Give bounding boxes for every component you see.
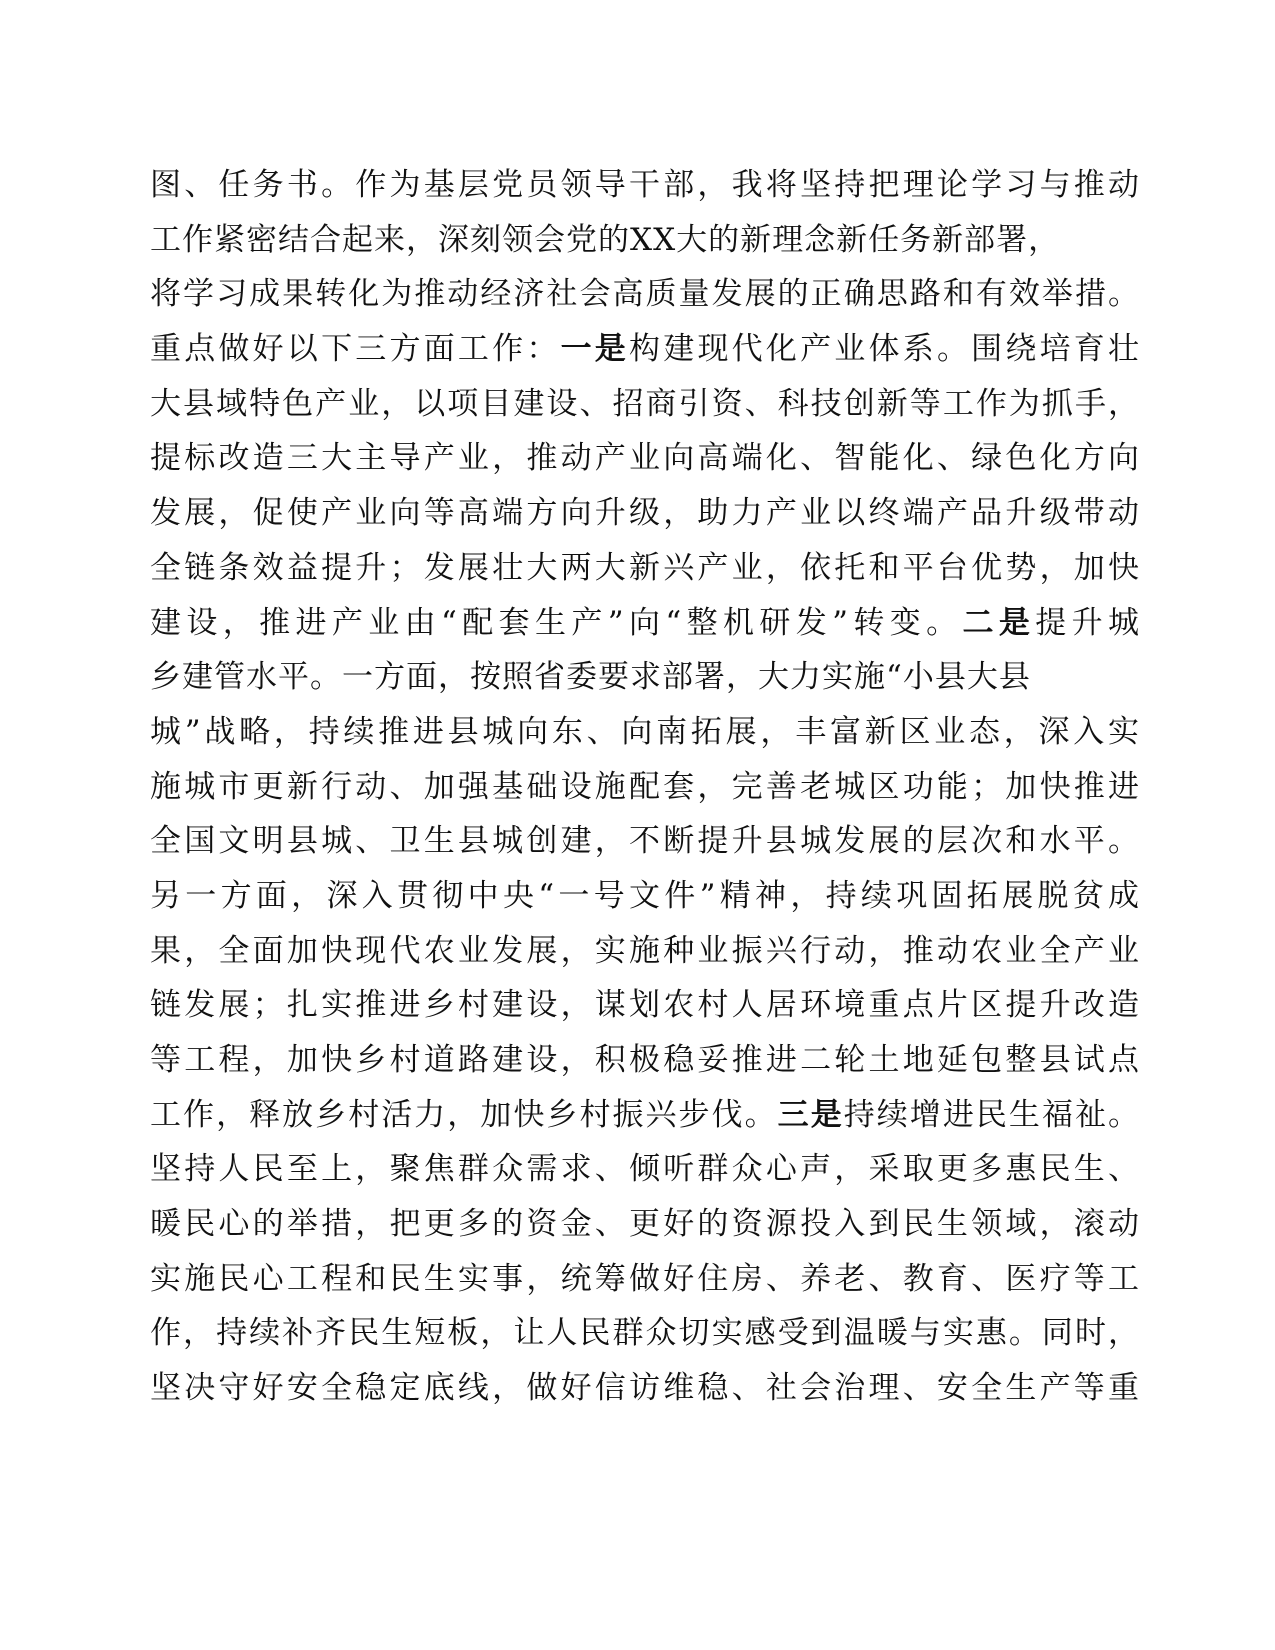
text-segment: 提升城	[1035, 604, 1141, 641]
text-segment: 暖民心的举措，把更多的资金、更好的资源投入到民生领域，滚动	[150, 1206, 1140, 1243]
body-paragraph	[150, 158, 1140, 1416]
text-line	[150, 158, 1140, 213]
text-segment: 果，全面加快现代农业发展，实施种业振兴行动，推动农业全产业	[150, 932, 1140, 969]
text-line	[150, 1361, 1140, 1416]
text-segment: 重点做好以下三方面工作：	[150, 331, 561, 368]
text-line	[150, 924, 1140, 979]
text-line	[150, 431, 1140, 486]
text-segment: 全链条效益提升；发展壮大两大新兴产业，依托和平台优势，加快	[150, 549, 1140, 586]
text-line	[150, 322, 1140, 377]
text-segment: 全国文明县城、卫生县城创建，不断提升县城发展的层次和水平。	[150, 823, 1140, 860]
text-line	[150, 1088, 1140, 1143]
text-segment: 坚持人民至上，聚焦群众需求、倾听群众心声，采取更多惠民生、	[150, 1151, 1140, 1188]
text-segment: 坚决守好安全稳定底线，做好信访维稳、社会治理、安全生产等重	[150, 1370, 1140, 1407]
text-segment: 发展，促使产业向等高端方向升级，助力产业以终端产品升级带动	[150, 495, 1140, 532]
text-line	[150, 596, 1140, 651]
text-segment: 实施民心工程和民生实事，统筹做好住房、养老、教育、医疗等工	[150, 1260, 1140, 1297]
text-line	[150, 760, 1140, 815]
text-segment: 建设，推进产业由“配套生产”向“整机研发”转变。	[150, 604, 963, 641]
bold-keyword: 二是	[962, 604, 1036, 641]
text-segment: 城”战略，持续推进县城向东、向南拓展，丰富新区业态，深入实	[150, 713, 1140, 750]
text-line	[150, 978, 1140, 1033]
text-segment: 工作紧密结合起来，深刻领会党的XX大的新理念新任务新部署，	[150, 221, 1061, 258]
text-segment: 施城市更新行动、加强基础设施配套，完善老城区功能；加快推进	[150, 768, 1140, 805]
text-line	[150, 541, 1140, 596]
bold-keyword: 三是	[777, 1096, 844, 1133]
text-segment: 大县域特色产业，以项目建设、招商引资、科技创新等工作为抓手，	[150, 385, 1140, 422]
text-segment: 构建现代化产业体系。围绕培育壮	[629, 331, 1141, 368]
text-line	[150, 486, 1140, 541]
text-segment: 等工程，加快乡村道路建设，积极稳妥推进二轮土地延包整县试点	[150, 1042, 1140, 1078]
text-segment: 另一方面，深入贯彻中央“一号文件”精神，持续巩固拓展脱贫成	[150, 877, 1140, 914]
text-segment: 将学习成果转化为推动经济社会高质量发展的正确思路和有效举措。	[150, 276, 1140, 313]
text-segment: 作，持续补齐民生短板，让人民群众切实感受到温暖与实惠。同时，	[150, 1315, 1140, 1352]
text-segment: 图、任务书。作为基层党员领导干部，我将坚持把理论学习与推动	[150, 167, 1140, 203]
text-segment: 持续增进民生福祉。	[843, 1096, 1141, 1133]
text-line	[150, 1033, 1140, 1088]
bold-keyword: 一是	[560, 331, 630, 368]
text-segment: 链发展；扎实推进乡村建设，谋划农村人居环境重点片区提升改造	[150, 987, 1140, 1024]
text-segment: 提标改造三大主导产业，推动产业向高端化、智能化、绿色化方向	[150, 440, 1140, 477]
text-line	[150, 1306, 1140, 1361]
text-line	[150, 377, 1140, 432]
text-line	[150, 1197, 1140, 1252]
text-segment: 工作，释放乡村活力，加快乡村振兴步伐。	[150, 1096, 778, 1133]
text-line	[150, 705, 1140, 760]
text-line	[150, 1142, 1140, 1197]
text-segment: 乡建管水平。一方面，按照省委要求部署，大力实施“小县大县	[150, 659, 1031, 696]
text-line	[150, 869, 1140, 924]
text-line	[150, 1252, 1140, 1307]
text-line	[150, 267, 1140, 322]
text-line	[150, 213, 1140, 268]
text-line	[150, 650, 1140, 705]
text-line	[150, 814, 1140, 869]
